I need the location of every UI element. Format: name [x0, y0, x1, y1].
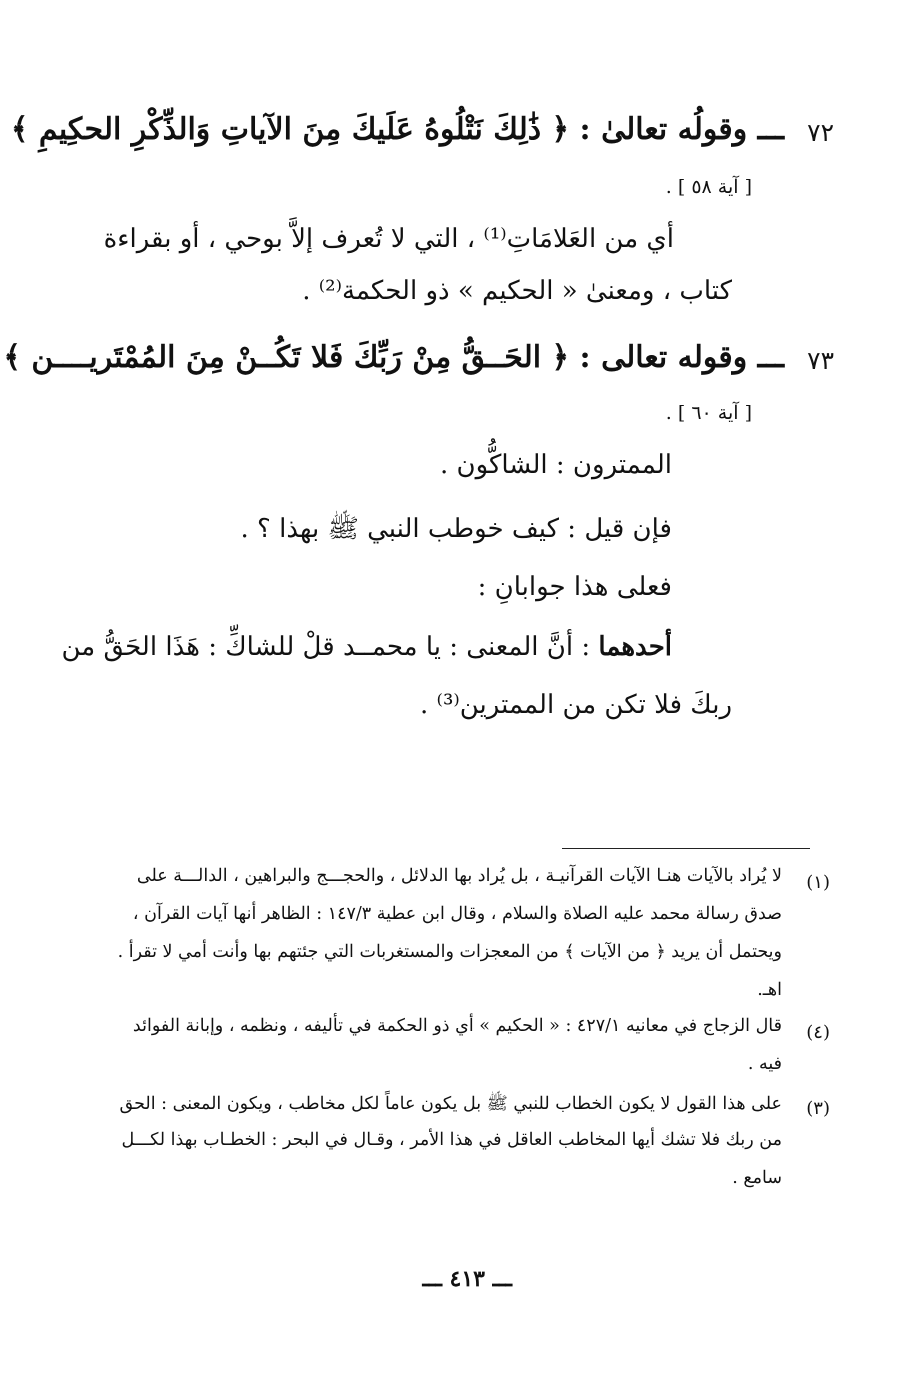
- footnote-line: فيه .: [747, 1054, 782, 1074]
- page-number: ـــ ٤١٣ ـــ: [422, 1266, 512, 1292]
- commentary-line: كتاب ، ومعنىٰ « الحكيم » ذو الحكمة⁽²⁾ .: [302, 276, 732, 306]
- footnote-line: اهـ.: [757, 980, 782, 1000]
- footnote-line: قال الزجاج في معانيه ٤٢٧/١ : « الحكيم » أي ذو الحكمة في تأليفه ، ونظمه ، وإبانة الفوائد: [132, 1016, 782, 1036]
- commentary-line: فإن قيل : كيف خوطب النبي ﷺ بهذا ؟ .: [240, 514, 672, 544]
- footnote-divider: [562, 848, 810, 849]
- entry-heading: ـــ وقولُه تعالىٰ : ﴿ ذَٰلِكَ نَتْلُوهُ عَلَيكَ مِنَ الآياتِ وَالذِّكْرِ الحكِيمِ ﴾: [10, 112, 784, 147]
- footnote-line: لا يُراد بالآيات هنـا الآيات القرآنيـة ، بل يُراد بها الدلائل ، والحجـــج والبراهين ، الدالـــة على: [136, 866, 782, 886]
- answer-line: ربكَ فلا تكن من الممترين⁽³⁾ .: [420, 690, 732, 720]
- commentary-line: فعلى هذا جوابانِ :: [477, 572, 672, 602]
- verse-reference: [ آية ٦٠ ] .: [665, 402, 752, 424]
- footnote-line: صدق رسالة محمد عليه الصلاة والسلام ، وقال ابن عطية ١٤٧/٣ : الظاهر أنها آيات القرآن ،: [132, 904, 782, 924]
- footnote-marker: (٣): [806, 1098, 830, 1119]
- entry-number: ٧٢: [807, 118, 834, 147]
- footnote-line: سامع .: [732, 1168, 782, 1188]
- answer-lead: أحدهما: [598, 632, 672, 662]
- answer-text: : أنَّ المعنى : يا محمــد قلْ للشاكِّ : هَذَا الحَقُّ من: [61, 632, 599, 662]
- footnote-line: على هذا القول لا يكون الخطاب للنبي ﷺ بل يكون عاماً لكل مخاطب ، ويكون المعنى : الحق: [119, 1094, 782, 1114]
- entry-number: ٧٣: [807, 346, 834, 375]
- footnote-line: ويحتمل أن يريد ﴿ من الآيات ﴾ من المعجزات والمستغربات التي جئتهم بها وأنت أمي لا تقرأ .: [117, 942, 782, 962]
- answer-line: [61, 632, 672, 662]
- commentary-line: الممترون : الشاكُّون .: [439, 450, 672, 480]
- footnote-marker: (١): [806, 872, 830, 893]
- footnote-line: من ربك فلا تشك أيها المخاطب العاقل في هذا الأمر ، وقـال في البحر : الخطـاب بهذا لكـــل: [121, 1130, 782, 1150]
- entry-heading: ـــ وقوله تعالى : ﴿ الحَــقُّ مِنْ رَبِّكَ فَلا تَكُــنْ مِنَ المُمْتَريــــن ﴾: [3, 340, 784, 375]
- commentary-line: أي من العَلامَاتِ⁽¹⁾ ، التي لا تُعرف إلاَّ بوحي ، أو بقراءة: [103, 224, 674, 254]
- verse-reference: [ آية ٥٨ ] .: [665, 176, 752, 198]
- footnote-marker: (٤): [806, 1022, 830, 1043]
